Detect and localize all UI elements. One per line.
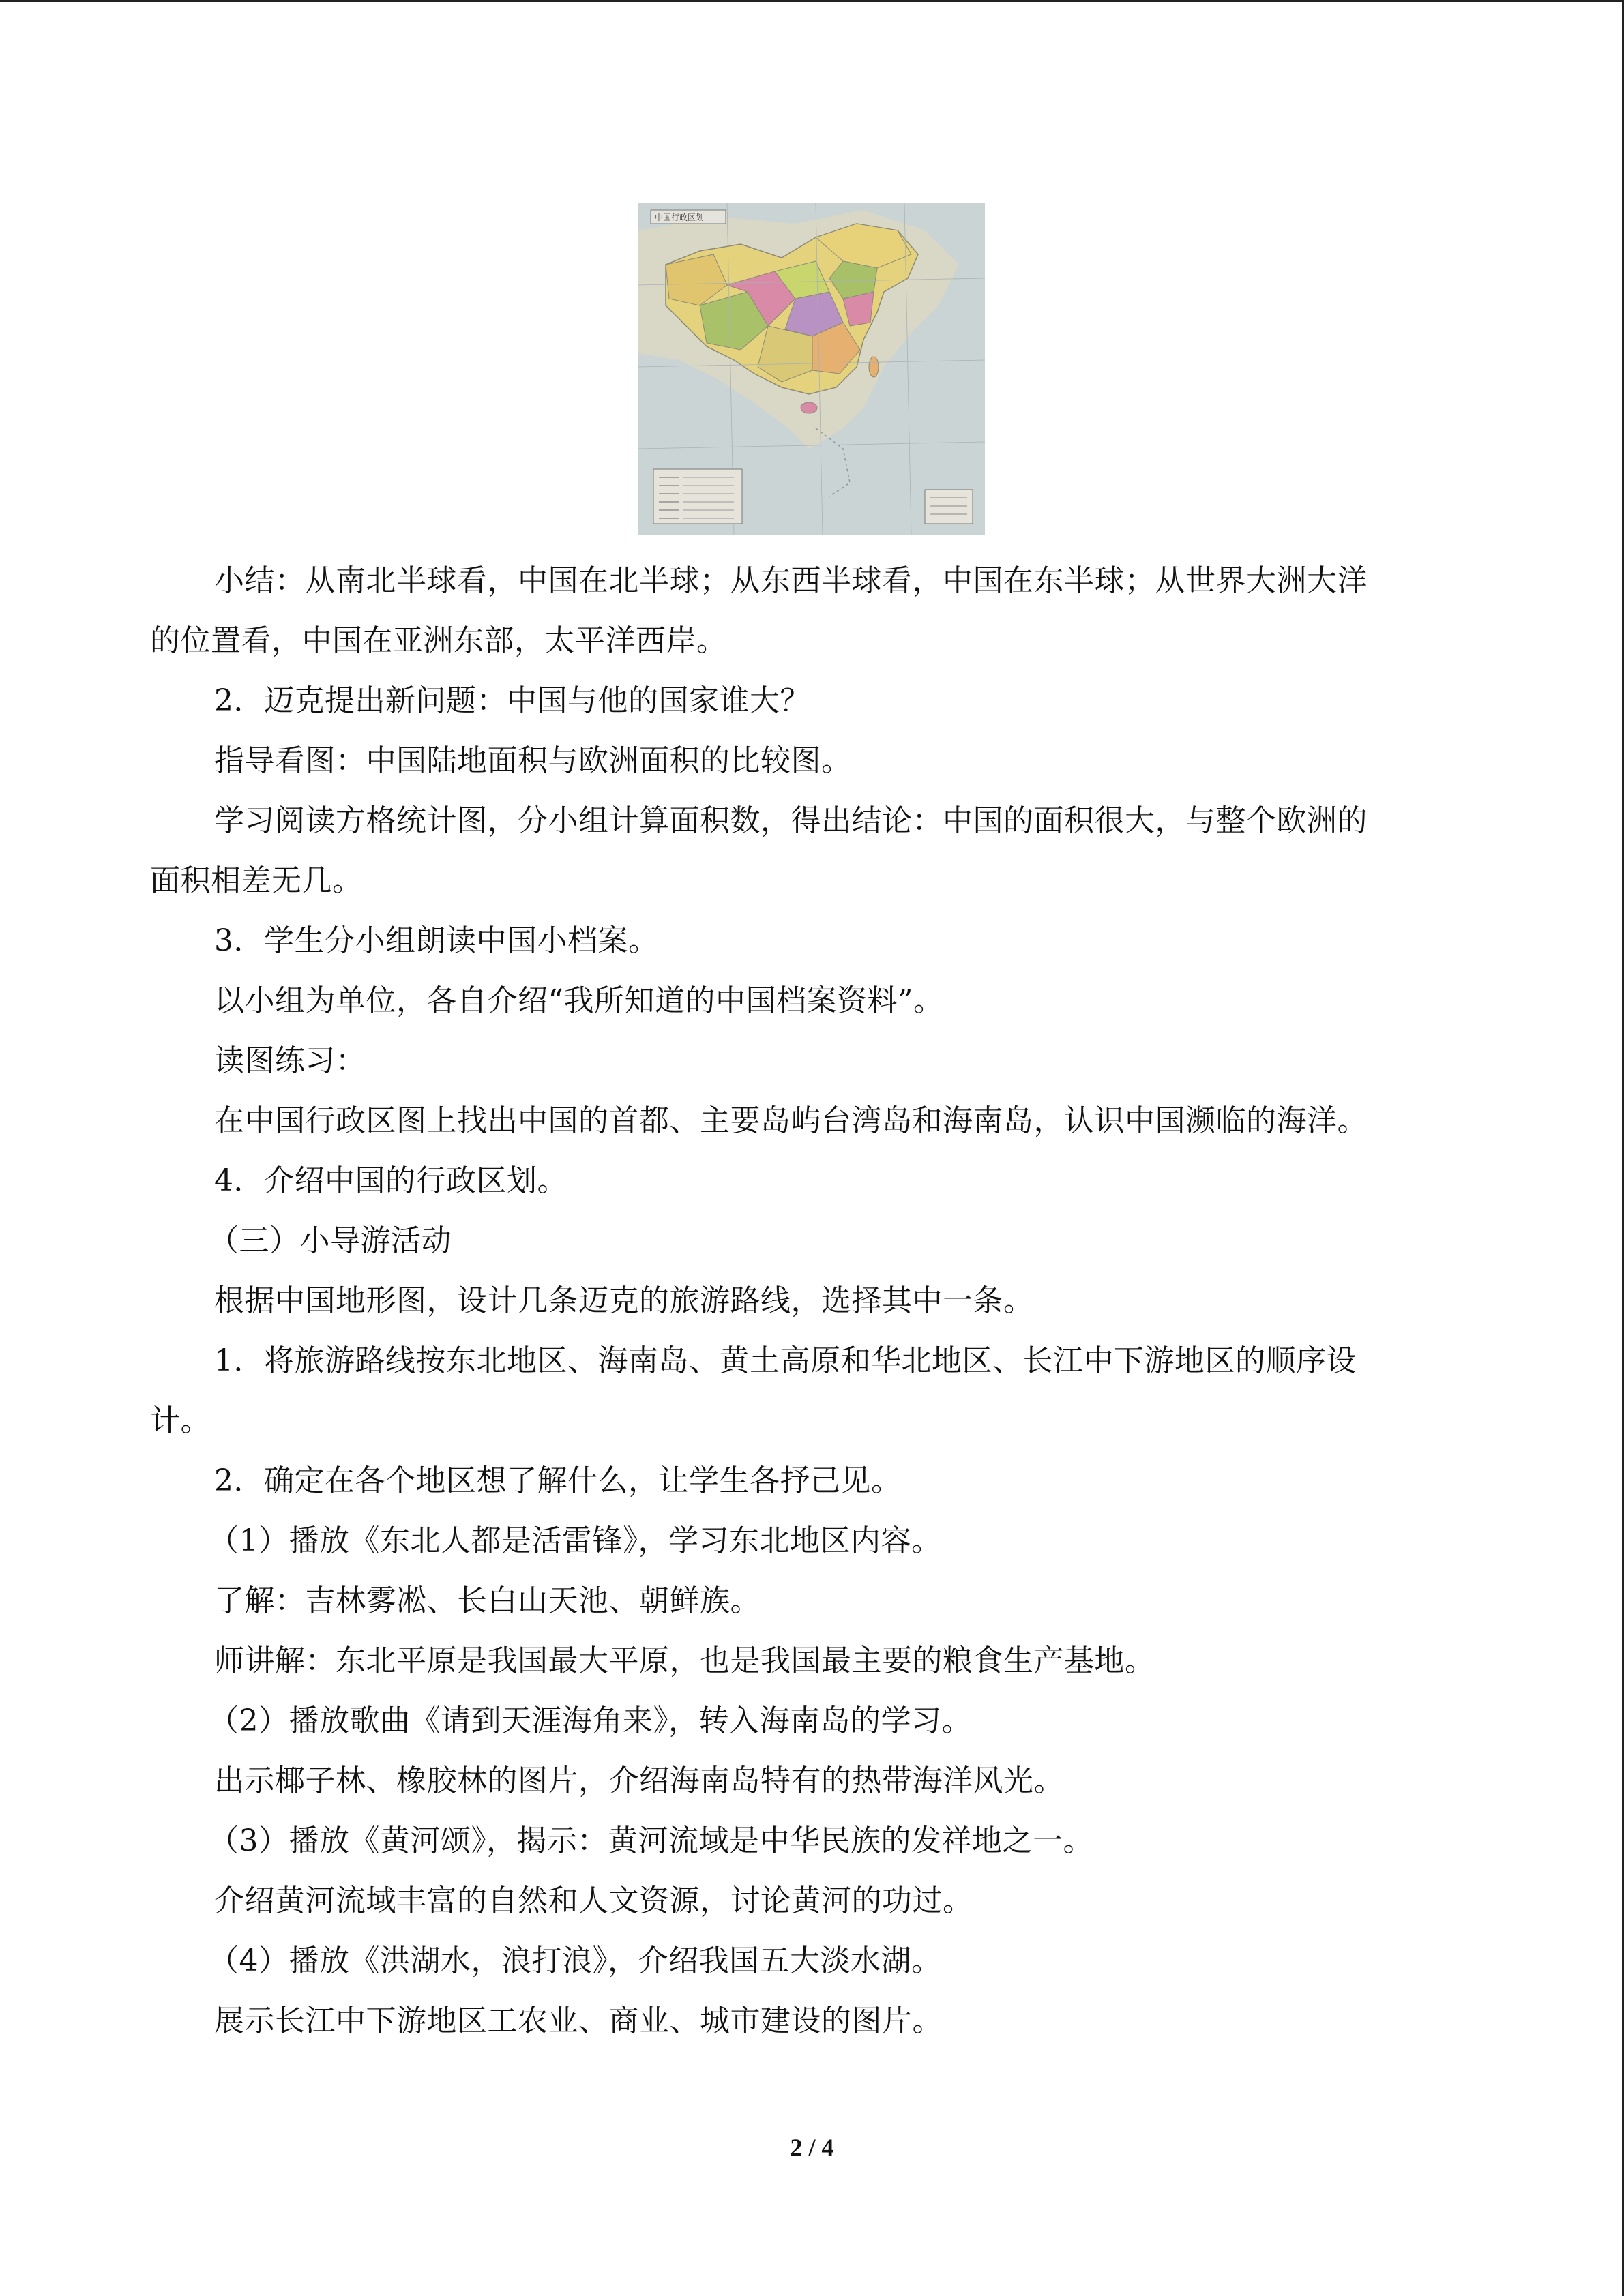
- paragraph-line: 2．迈克提出新问题：中国与他的国家谁大？: [214, 683, 810, 718]
- paragraph-line: 学习阅读方格统计图，分小组计算面积数，得出结论：中国的面积很大，与整个欧洲的: [214, 803, 1368, 838]
- paragraph-line: （3）播放《黄河颂》，揭示：黄河流域是中华民族的发祥地之一。: [209, 1823, 1093, 1858]
- paragraph-line: 根据中国地形图，设计几条迈克的旅游路线，选择其中一条。: [214, 1283, 1034, 1318]
- paragraph-line: 3．学生分小组朗读中国小档案。: [214, 923, 659, 958]
- paragraph-line: （1）播放《东北人都是活雷锋》，学习东北地区内容。: [209, 1523, 942, 1558]
- paragraph-line: 计。: [150, 1403, 211, 1438]
- paragraph-line: 在中国行政区图上找出中国的首都、主要岛屿台湾岛和海南岛，认识中国濒临的海洋。: [214, 1103, 1368, 1138]
- paragraph-line: （三）小导游活动: [209, 1223, 452, 1258]
- paragraph-line: 以小组为单位，各自介绍“我所知道的中国档案资料”。: [214, 983, 944, 1018]
- paragraph-line: 的位置看，中国在亚洲东部，太平洋西岸。: [150, 623, 727, 658]
- paragraph-line: 指导看图：中国陆地面积与欧洲面积的比较图。: [214, 743, 852, 778]
- paragraph-line: 师讲解：东北平原是我国最大平原，也是我国最主要的粮食生产基地。: [214, 1643, 1155, 1678]
- paragraph-line: （2）播放歌曲《请到天涯海角来》，转入海南岛的学习。: [209, 1703, 972, 1738]
- top-border-line: [0, 0, 1624, 2]
- paragraph-line: 展示长江中下游地区工农业、商业、城市建设的图片。: [214, 2003, 943, 2038]
- paragraph-line: 出示椰子林、橡胶林的图片，介绍海南岛特有的热带海洋风光。: [214, 1763, 1064, 1798]
- paragraph-line: 面积相差无几。: [150, 863, 363, 898]
- paragraph-line: 小结：从南北半球看，中国在北半球；从东西半球看，中国在东半球；从世界大洲大洋: [214, 563, 1368, 598]
- paragraph-line: 4．介绍中国的行政区划。: [214, 1163, 567, 1198]
- map-illustration: [638, 203, 985, 535]
- china-administrative-map-image: [638, 203, 985, 535]
- paragraph-line: 了解：吉林雾凇、长白山天池、朝鲜族。: [214, 1583, 761, 1618]
- page-number: 2 / 4: [790, 2134, 834, 2161]
- document-body: [150, 551, 1460, 2051]
- paragraph-line: （4）播放《洪湖水，浪打浪》，介绍我国五大淡水湖。: [209, 1943, 942, 1978]
- paragraph-line: 介绍黄河流域丰富的自然和人文资源，讨论黄河的功过。: [214, 1883, 973, 1918]
- map-title-text: 中国行政区划: [655, 213, 705, 222]
- paragraph-line: 读图练习：: [214, 1043, 366, 1078]
- paragraph-line: 1．将旅游路线按东北地区、海南岛、黄土高原和华北地区、长江中下游地区的顺序设: [214, 1343, 1357, 1378]
- paragraph-line: 2．确定在各个地区想了解什么，让学生各抒己见。: [214, 1463, 902, 1498]
